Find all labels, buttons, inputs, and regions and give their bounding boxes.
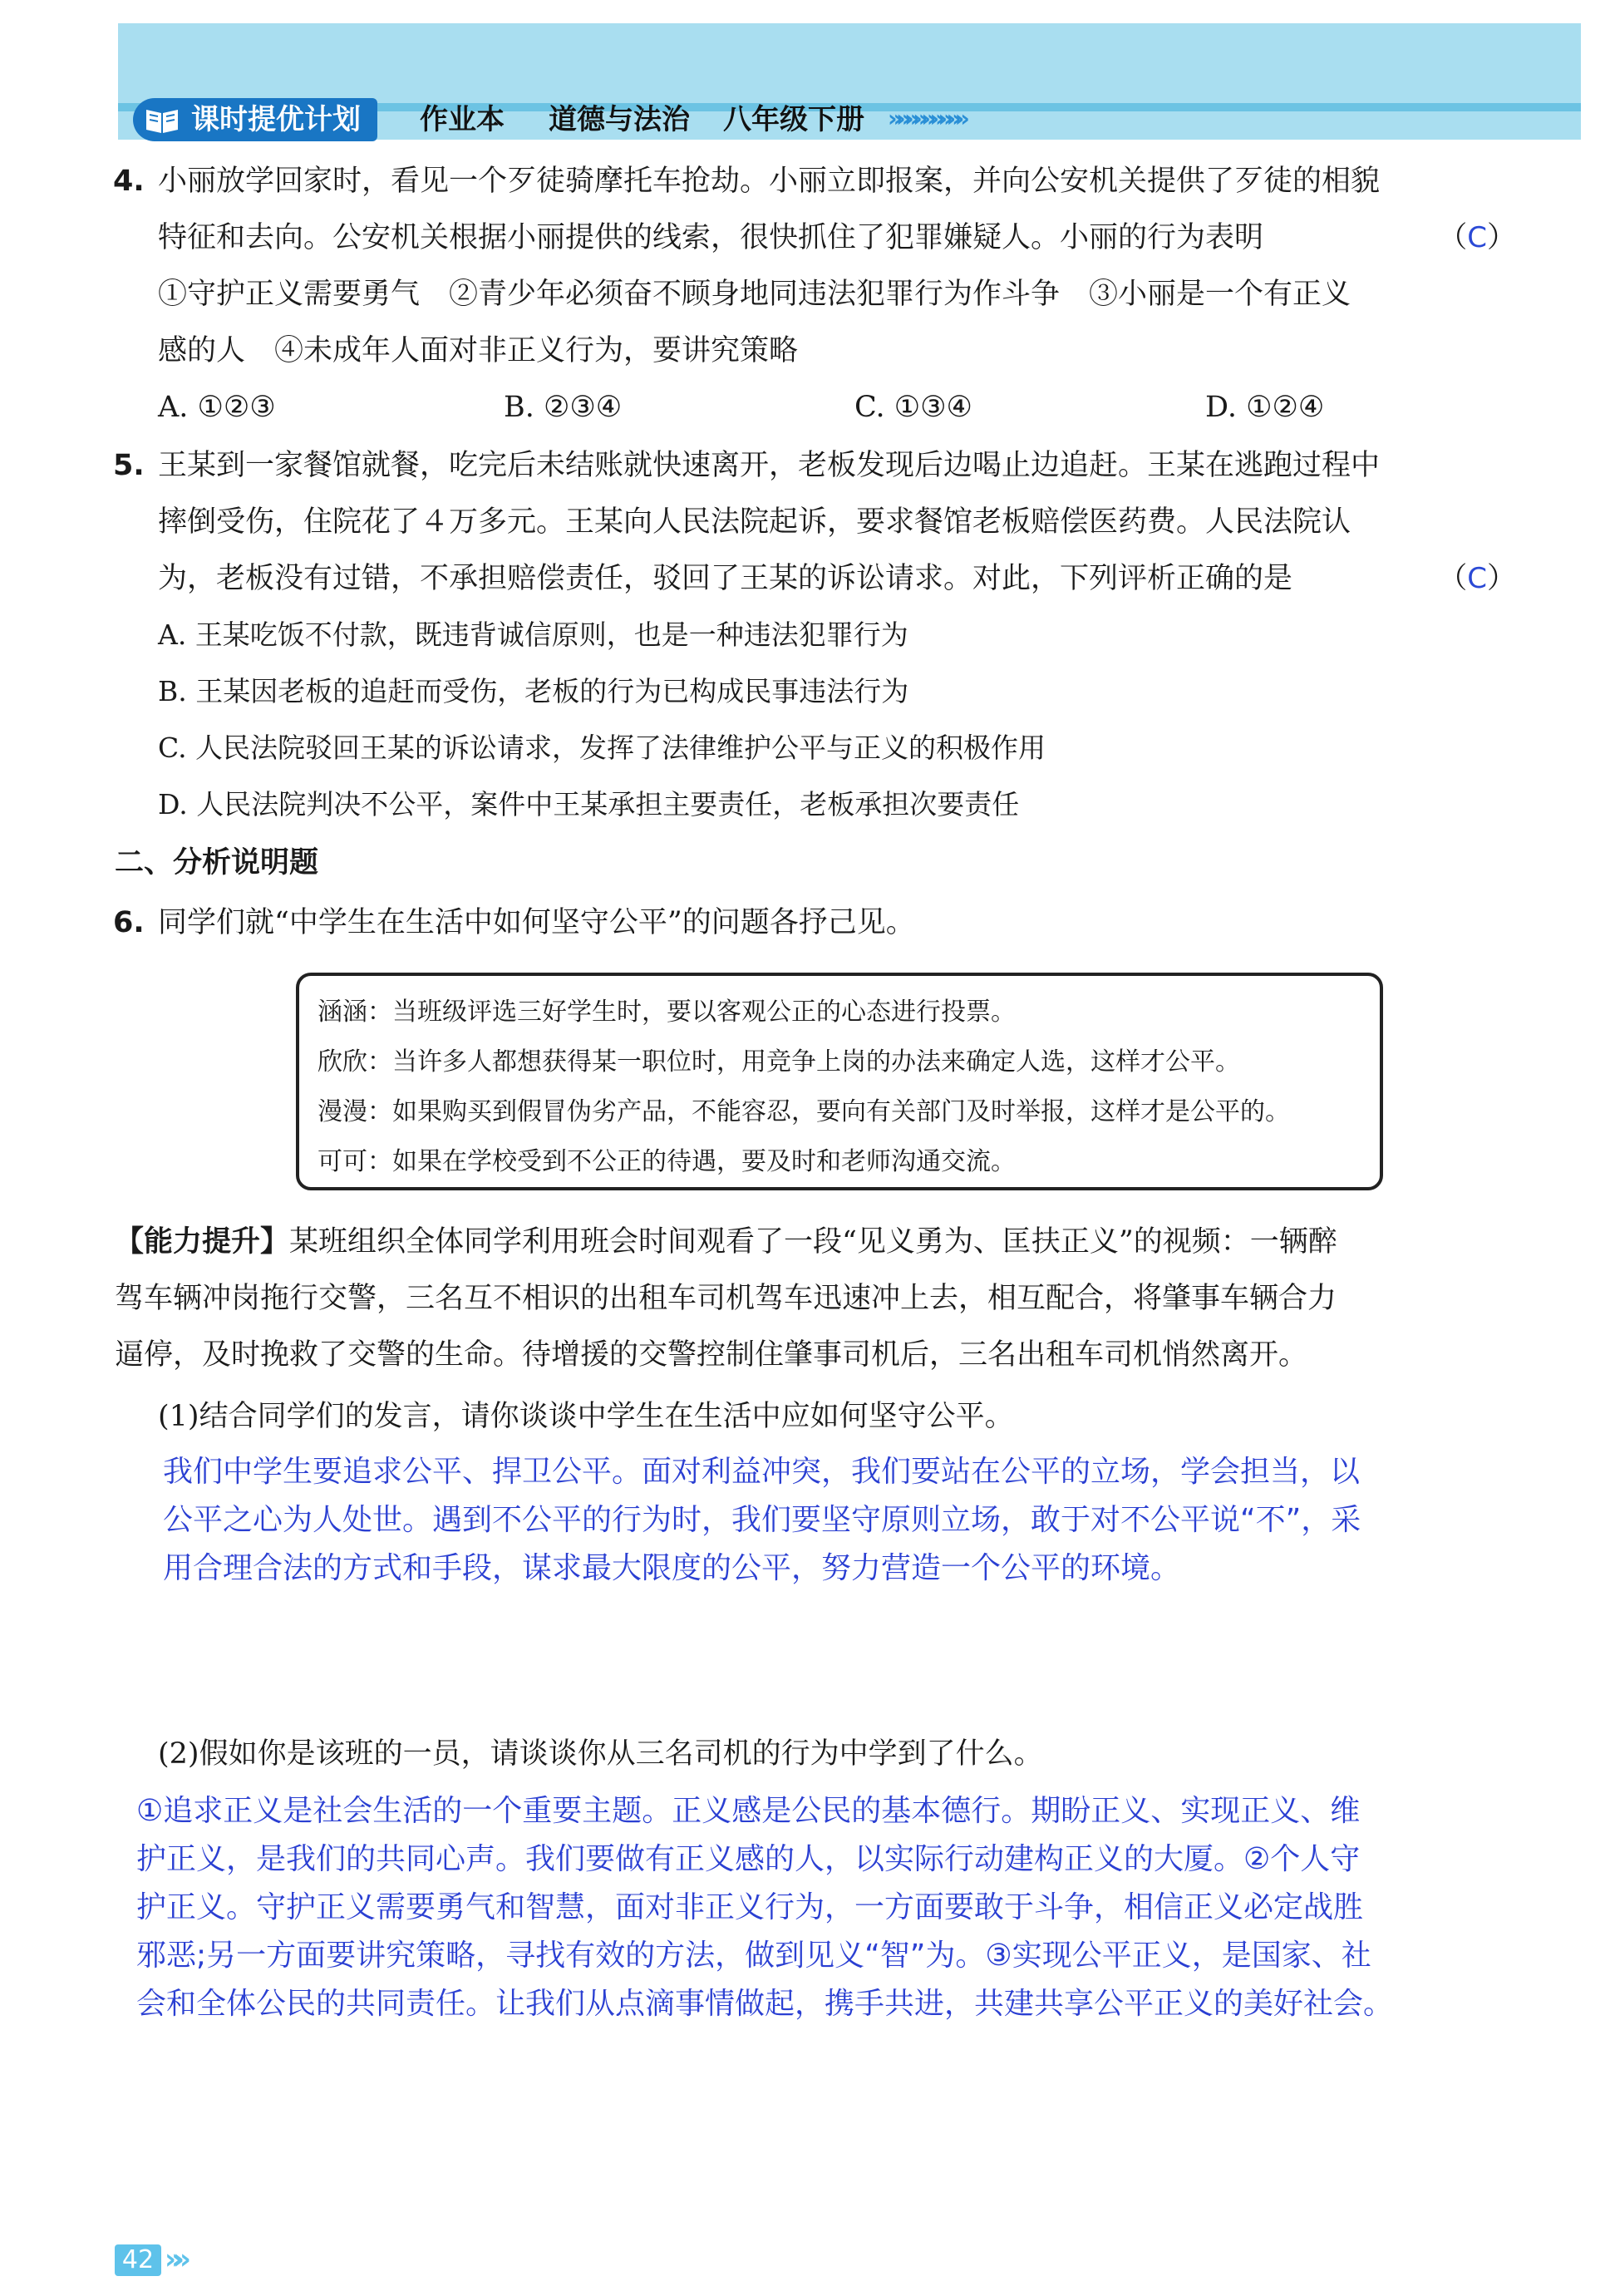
answer-line: 护正义，是我们的共同心声。我们要做有正义感的人，以实际行动建构正义的大厦。②个人守 xyxy=(136,1842,1361,1876)
option-c: C. 人民法院驳回王某的诉讼请求，发挥了法律维护公平与正义的积极作用 xyxy=(158,732,1046,764)
question-number: 4. xyxy=(113,165,145,198)
opinion-manman: 漫漫：如果购买到假冒伪劣产品，不能容忍，要向有关部门及时举报，这样才是公平的。 xyxy=(318,1097,1290,1126)
page-number: 42 xyxy=(115,2244,161,2276)
question-stem: 同学们就“中学生在生活中如何坚守公平”的问题各抒己见。 xyxy=(158,906,915,939)
question-line: 王某到一家餐馆就餐，吃完后未结账就快速离开，老板发现后边喝止边追赶。王某在逃跑过程中 xyxy=(158,449,1381,482)
section-title: 二、分析说明题 xyxy=(115,846,319,879)
opinion-xinxin: 欣欣：当许多人都想获得某一职位时，用竞争上岗的办法来确定人选，这样才公平。 xyxy=(318,1047,1240,1077)
ability-line: 逼停，及时挽救了交警的生命。待增援的交警控制住肇事司机后，三名出租车司机悄然离开。 xyxy=(115,1338,1308,1372)
sub-question-1: (1)结合同学们的发言，请你谈谈中学生在生活中应如何坚守公平。 xyxy=(158,1400,1014,1433)
question-line: 感的人 ④未成年人面对非正义行为，要讲究策略 xyxy=(158,334,799,367)
answer-line: 用合理合法的方式和手段，谋求最大限度的公平，努力营造一个公平的环境。 xyxy=(163,1551,1181,1585)
header-arrows: »»»»»»»»» xyxy=(888,105,963,132)
page-arrow-icon: »» xyxy=(165,2243,181,2276)
brand-badge xyxy=(133,98,377,141)
question-5 xyxy=(115,437,1528,836)
opinion-keke: 可可：如果在学校受到不公正的待遇，要及时和老师沟通交流。 xyxy=(318,1147,1016,1176)
answer-line: 公平之心为人处世。遇到不公平的行为时，我们要坚守原则立场，敢于对不公平说“不”，采 xyxy=(163,1503,1361,1537)
answer-line: 我们中学生要追求公平、捍卫公平。面对利益冲突，我们要站在公平的立场，学会担当，以 xyxy=(163,1455,1361,1489)
book-type: 作业本 xyxy=(420,103,505,136)
question-number: 5. xyxy=(113,449,145,482)
question-line: 小丽放学回家时，看见一个歹徒骑摩托车抢劫。小丽立即报案，并向公安机关提供了歹徒的相貌 xyxy=(158,165,1381,198)
answer-line: ①追求正义是社会生活的一个重要主题。正义感是公民的基本德行。期盼正义、实现正义、维 xyxy=(136,1794,1361,1828)
answer-bracket xyxy=(1438,550,1516,607)
student-opinions-box xyxy=(296,973,1383,1190)
ability-tag: 【能力提升】 xyxy=(115,1225,290,1259)
book-icon xyxy=(145,105,180,135)
grade-title: 八年级下册 xyxy=(723,103,864,136)
opinion-hanhan: 涵涵：当班级评选三好学生时，要以客观公正的心态进行投票。 xyxy=(318,998,1016,1027)
option-d: D. 人民法院判决不公平，案件中王某承担主要责任，老板承担次要责任 xyxy=(158,788,1020,820)
option-b: B. 王某因老板的追赶而受伤，老板的行为已构成民事违法行为 xyxy=(158,675,909,707)
paren-open: （ xyxy=(1438,562,1468,595)
option-c: C. ①③④ xyxy=(854,391,972,424)
answer-line: 邪恶;另一方面要讲究策略，寻找有效的方法，做到见义“智”为。③实现公平正义，是国家、社 xyxy=(136,1939,1371,1973)
question-4 xyxy=(115,153,1528,427)
paren-close: ） xyxy=(1486,221,1516,254)
option-d: D. ①②④ xyxy=(1205,391,1325,424)
ability-line: 驾车辆冲岗拖行交警，三名互不相识的出租车司机驾车迅速冲上去，相互配合，将肇事车辆合力 xyxy=(115,1282,1337,1315)
answer-line: 会和全体公民的共同责任。让我们从点滴事情做起，携手共进，共建共享公平正义的美好社会。 xyxy=(136,1987,1394,2021)
answer-line: 护正义。守护正义需要勇气和智慧，面对非正义行为，一方面要敢于斗争，相信正义必定战胜 xyxy=(136,1890,1364,1924)
answer-2 xyxy=(136,1787,1393,2028)
question-number: 6. xyxy=(113,906,145,939)
option-a: A. ①②③ xyxy=(158,391,276,424)
paren-close: ） xyxy=(1486,562,1516,595)
question-6 xyxy=(115,894,1528,953)
answer-mark: C xyxy=(1467,221,1487,254)
ability-line xyxy=(115,1214,1528,1270)
subject-title: 道德与法治 xyxy=(549,103,690,136)
question-line: 为，老板没有过错，不承担赔偿责任，驳回了王某的诉讼请求。对此，下列评析正确的是 xyxy=(158,562,1293,595)
question-line: ①守护正义需要勇气 ②青少年必须奋不顾身地同违法犯罪行为作斗争 ③小丽是一个有正义 xyxy=(158,278,1351,311)
ability-text: 某班组织全体同学利用班会时间观看了一段“见义勇为、匡扶正义”的视频：一辆醉 xyxy=(289,1225,1337,1259)
answer-bracket xyxy=(1438,209,1516,266)
option-b: B. ②③④ xyxy=(504,391,623,424)
option-a: A. 王某吃饭不付款，既违背诚信原则，也是一种违法犯罪行为 xyxy=(158,618,908,651)
question-line: 特征和去向。公安机关根据小丽提供的线索，很快抓住了犯罪嫌疑人。小丽的行为表明 xyxy=(158,221,1264,254)
ability-section xyxy=(115,1214,1528,1383)
answer-1 xyxy=(163,1448,1361,1593)
paren-open: （ xyxy=(1438,221,1468,254)
question-line: 摔倒受伤，住院花了４万多元。王某向人民法院起诉，要求餐馆老板赔偿医药费。人民法院认 xyxy=(158,505,1351,539)
sub-question-2: (2)假如你是该班的一员，请谈谈你从三名司机的行为中学到了什么。 xyxy=(158,1737,1043,1771)
answer-mark: C xyxy=(1467,562,1487,595)
brand-title: 课时提优计划 xyxy=(191,103,361,136)
